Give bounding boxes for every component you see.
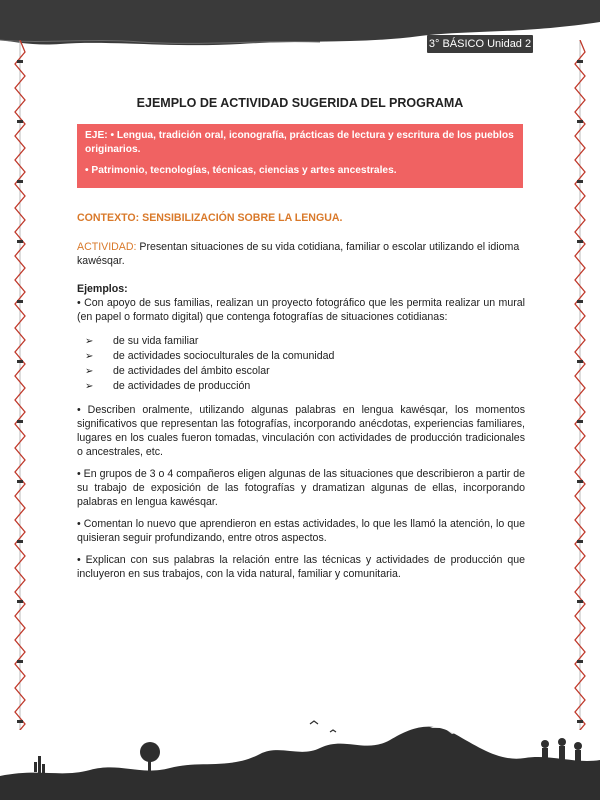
grade-tag: 3° BÁSICO Unidad 2 bbox=[427, 35, 533, 53]
example-paragraph-4: • Comentan lo nuevo que aprendieron en estas actividades, lo que les llamó la atención, lo que quisieran seguir profundizando, entre otros aspectos. bbox=[77, 518, 525, 544]
activity-paragraph bbox=[77, 240, 525, 268]
context-heading: CONTEXTO: SENSIBILIZACIÓN SOBRE LA LENGUA. bbox=[77, 212, 343, 224]
eje-line-2: • Patrimonio, tecnologías, técnicas, ciencias y artes ancestrales. bbox=[85, 165, 397, 176]
eje-line-1: EJE: • Lengua, tradición oral, iconografía, prácticas de lectura y escritura de los pueblos originarios. bbox=[85, 130, 514, 155]
arrowhead-bullet-icon: ➢ bbox=[85, 366, 94, 377]
left-decorative-border bbox=[12, 40, 28, 730]
eje-box bbox=[77, 124, 523, 188]
example-paragraph-1: • Con apoyo de sus familias, realizan un proyecto fotográfico que les permita realizar un mural (en papel o formato digital) que contenga fotografías de situaciones cotidianas: bbox=[77, 297, 525, 323]
bottom-landscape-illustration bbox=[0, 718, 600, 800]
example-bullet-list bbox=[77, 334, 525, 394]
list-item: ➢ de actividades del ámbito escolar bbox=[85, 365, 270, 377]
page-title: EJEMPLO DE ACTIVIDAD SUGERIDA DEL PROGRAMA bbox=[136, 96, 464, 110]
list-item: ➢ de actividades socioculturales de la comunidad bbox=[85, 350, 335, 362]
list-item: ➢ de actividades de producción bbox=[85, 380, 251, 392]
example-paragraph-5: • Explican con sus palabras la relación entre las técnicas y actividades de producción que incluyeron en sus trabajos, con la vida natural, familiar y comunitaria. bbox=[77, 554, 525, 580]
activity-label: ACTIVIDAD: bbox=[77, 241, 137, 253]
right-decorative-border bbox=[572, 40, 588, 730]
arrowhead-bullet-icon: ➢ bbox=[85, 336, 94, 347]
activity-text: Presentan situaciones de su vida cotidiana, familiar o escolar utilizando el idioma kawésqar. bbox=[77, 241, 520, 267]
main-content bbox=[77, 211, 525, 589]
list-item: ➢ de su vida familiar bbox=[85, 335, 199, 347]
example-paragraph-2: • Describen oralmente, utilizando algunas palabras en lengua kawésqar, los momentos significativos que representan las fotografías, incorporando anécdotas, experiencias familiares, lugares en los cuales fueron tomadas, vinculación con actividades de producción tradicionales o ancestrales, etc. bbox=[77, 404, 525, 458]
example-paragraph-3: • En grupos de 3 o 4 compañeros eligen algunas de las situaciones que describieron a partir de su trabajo de exposición de las fotografías y dramatizan algunas de ellas, incorporando palabras en lengua kawésqar. bbox=[77, 468, 525, 508]
arrowhead-bullet-icon: ➢ bbox=[85, 381, 94, 392]
arrowhead-bullet-icon: ➢ bbox=[85, 351, 94, 362]
examples-heading: Ejemplos: bbox=[77, 283, 128, 295]
